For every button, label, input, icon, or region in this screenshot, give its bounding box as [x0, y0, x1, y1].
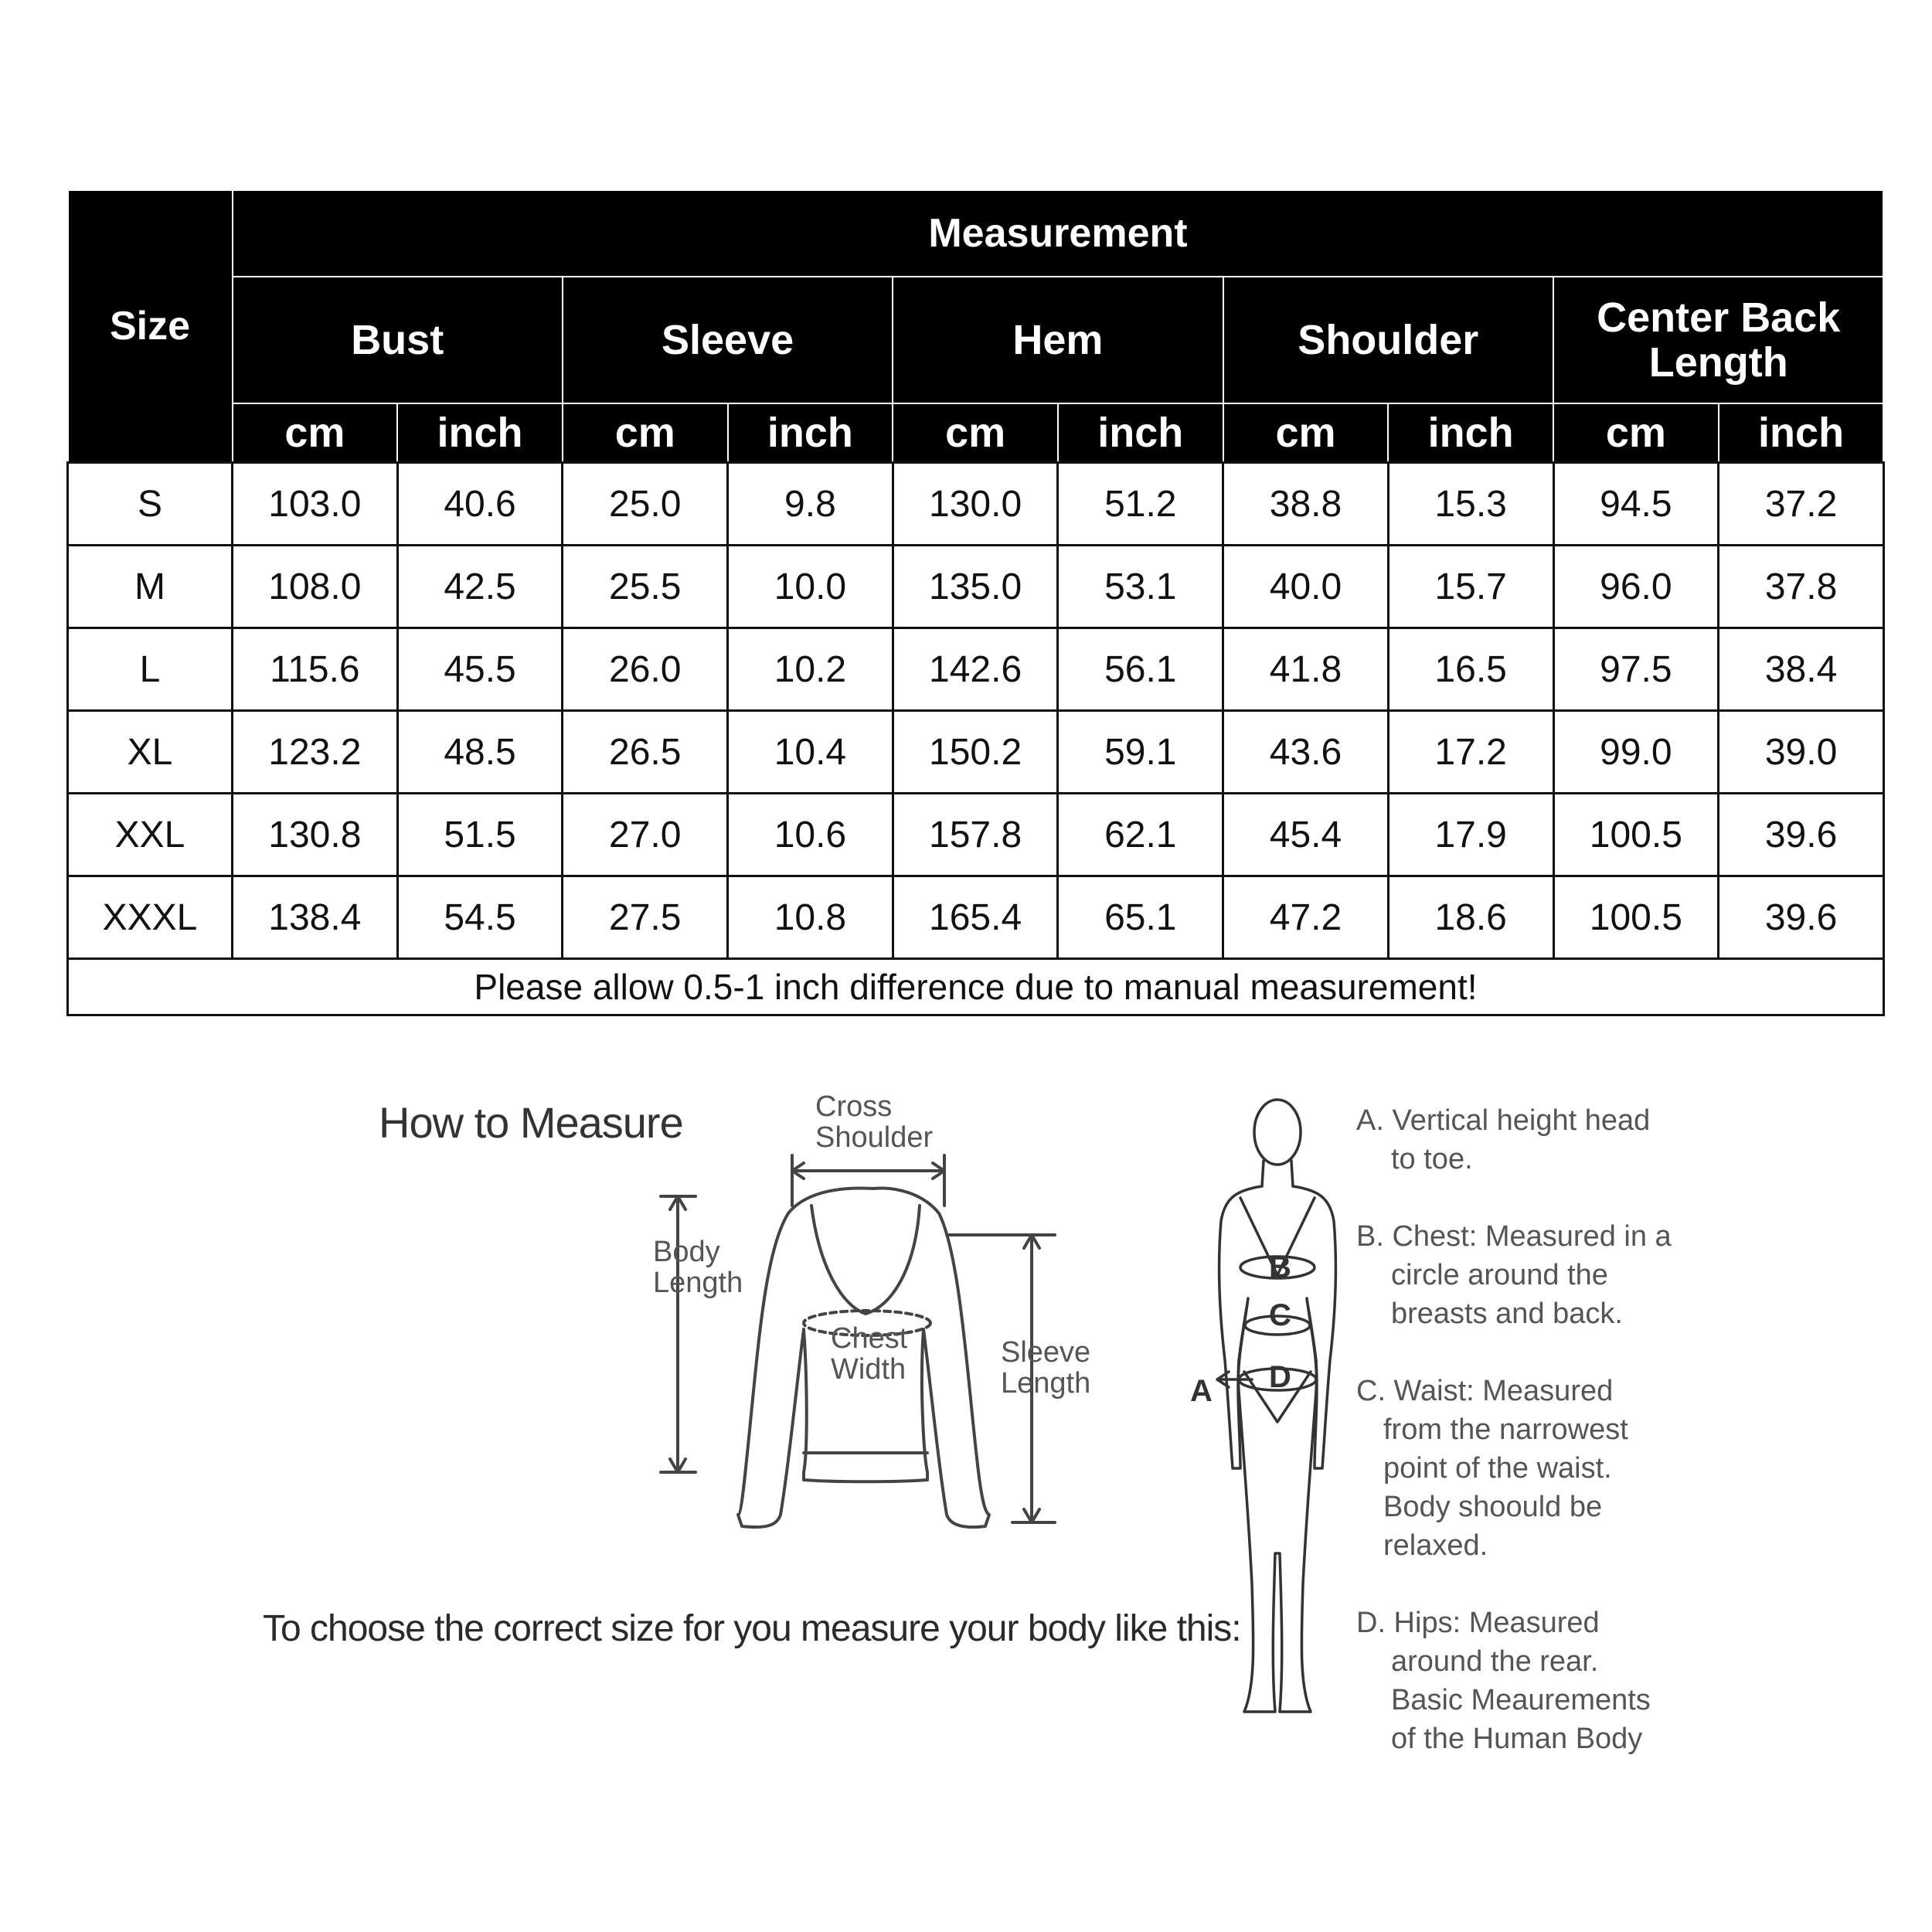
value-cell: 10.4: [728, 711, 893, 794]
value-cell: 45.4: [1223, 794, 1389, 876]
body-length-label: Body Length: [653, 1236, 743, 1299]
unit-header-inch: inch: [728, 403, 893, 463]
value-cell: 103.0: [233, 463, 398, 546]
value-cell: 100.5: [1553, 794, 1719, 876]
description-d: D. Hips: Measured around the rear. Basic Meaurements of the Human Body: [1356, 1607, 1651, 1755]
value-cell: 94.5: [1553, 463, 1719, 546]
value-cell: 108.0: [233, 546, 398, 628]
value-cell: 42.5: [397, 546, 563, 628]
value-cell: 39.6: [1719, 876, 1884, 959]
figure-head: [1254, 1100, 1301, 1165]
value-cell: 26.0: [563, 628, 728, 711]
unit-header-cm: cm: [1223, 403, 1389, 463]
value-cell: 38.8: [1223, 463, 1389, 546]
description-a: A. Vertical height head to toe.: [1356, 1104, 1651, 1175]
unit-header-inch: inch: [1719, 403, 1884, 463]
unit-header-inch: inch: [1388, 403, 1553, 463]
value-cell: 27.5: [563, 876, 728, 959]
value-cell: 48.5: [397, 711, 563, 794]
value-cell: 43.6: [1223, 711, 1389, 794]
measurement-note: Please allow 0.5-1 inch difference due to manual measurement!: [68, 959, 1884, 1015]
unit-header-cm: cm: [563, 403, 728, 463]
value-cell: 150.2: [893, 711, 1058, 794]
value-cell: 40.6: [397, 463, 563, 546]
value-cell: 41.8: [1223, 628, 1389, 711]
value-cell: 37.2: [1719, 463, 1884, 546]
group-header-hem: Hem: [893, 277, 1223, 403]
value-cell: 16.5: [1388, 628, 1553, 711]
sweater-neckline: [811, 1206, 920, 1314]
value-cell: 10.0: [728, 546, 893, 628]
value-cell: 130.8: [233, 794, 398, 876]
value-cell: 25.0: [563, 463, 728, 546]
size-cell: L: [68, 628, 233, 711]
value-cell: 40.0: [1223, 546, 1389, 628]
value-cell: 51.5: [397, 794, 563, 876]
value-cell: 165.4: [893, 876, 1058, 959]
sleeve-length-label: Sleeve Length: [1001, 1336, 1091, 1400]
unit-header-inch: inch: [1058, 403, 1223, 463]
value-cell: 10.2: [728, 628, 893, 711]
value-cell: 99.0: [1553, 711, 1719, 794]
value-cell: 142.6: [893, 628, 1058, 711]
value-cell: 135.0: [893, 546, 1058, 628]
value-cell: 38.4: [1719, 628, 1884, 711]
size-column-header: Size: [68, 190, 233, 463]
value-cell: 62.1: [1058, 794, 1223, 876]
value-cell: 53.1: [1058, 546, 1223, 628]
group-header-center-back-length: Center Back Length: [1553, 277, 1883, 403]
value-cell: 10.8: [728, 876, 893, 959]
value-cell: 56.1: [1058, 628, 1223, 711]
cross-shoulder-label: Cross Shoulder: [815, 1090, 934, 1154]
value-cell: 17.9: [1388, 794, 1553, 876]
value-cell: 65.1: [1058, 876, 1223, 959]
value-cell: 9.8: [728, 463, 893, 546]
value-cell: 27.0: [563, 794, 728, 876]
unit-header-cm: cm: [1553, 403, 1719, 463]
value-cell: 25.5: [563, 546, 728, 628]
value-cell: 15.7: [1388, 546, 1553, 628]
group-header-bust: Bust: [233, 277, 563, 403]
size-cell: XXL: [68, 794, 233, 876]
value-cell: 51.2: [1058, 463, 1223, 546]
measurement-header: Measurement: [233, 190, 1884, 277]
value-cell: 37.8: [1719, 546, 1884, 628]
value-cell: 17.2: [1388, 711, 1553, 794]
value-cell: 97.5: [1553, 628, 1719, 711]
body-letter-d: D: [1269, 1360, 1291, 1394]
unit-header-cm: cm: [233, 403, 398, 463]
value-cell: 47.2: [1223, 876, 1389, 959]
chest-width-label: Chest Width: [831, 1322, 908, 1386]
body-letter-b: B: [1269, 1250, 1291, 1284]
unit-header-cm: cm: [893, 403, 1058, 463]
value-cell: 100.5: [1553, 876, 1719, 959]
value-cell: 39.0: [1719, 711, 1884, 794]
how-to-measure-title: How to Measure: [379, 1098, 683, 1147]
value-cell: 45.5: [397, 628, 563, 711]
value-cell: 15.3: [1388, 463, 1553, 546]
value-cell: 138.4: [233, 876, 398, 959]
value-cell: 18.6: [1388, 876, 1553, 959]
size-instruction-text: To choose the correct size for you measure your body like this:: [263, 1608, 1241, 1649]
value-cell: 157.8: [893, 794, 1058, 876]
unit-header-inch: inch: [397, 403, 563, 463]
size-cell: M: [68, 546, 233, 628]
value-cell: 130.0: [893, 463, 1058, 546]
size-cell: S: [68, 463, 233, 546]
description-c: C. Waist: Measured from the narrowest point of the waist. Body shoould be relaxed.: [1356, 1375, 1628, 1562]
value-cell: 39.6: [1719, 794, 1884, 876]
body-letter-c: C: [1269, 1298, 1291, 1332]
value-cell: 123.2: [233, 711, 398, 794]
description-b: B. Chest: Measured in a circle around the breasts and back.: [1356, 1220, 1672, 1330]
value-cell: 115.6: [233, 628, 398, 711]
value-cell: 54.5: [397, 876, 563, 959]
group-header-sleeve: Sleeve: [563, 277, 893, 403]
body-letter-a: A: [1190, 1374, 1213, 1408]
value-cell: 10.6: [728, 794, 893, 876]
size-cell: XL: [68, 711, 233, 794]
value-cell: 96.0: [1553, 546, 1719, 628]
group-header-shoulder: Shoulder: [1223, 277, 1553, 403]
value-cell: 59.1: [1058, 711, 1223, 794]
size-cell: XXXL: [68, 876, 233, 959]
value-cell: 26.5: [563, 711, 728, 794]
